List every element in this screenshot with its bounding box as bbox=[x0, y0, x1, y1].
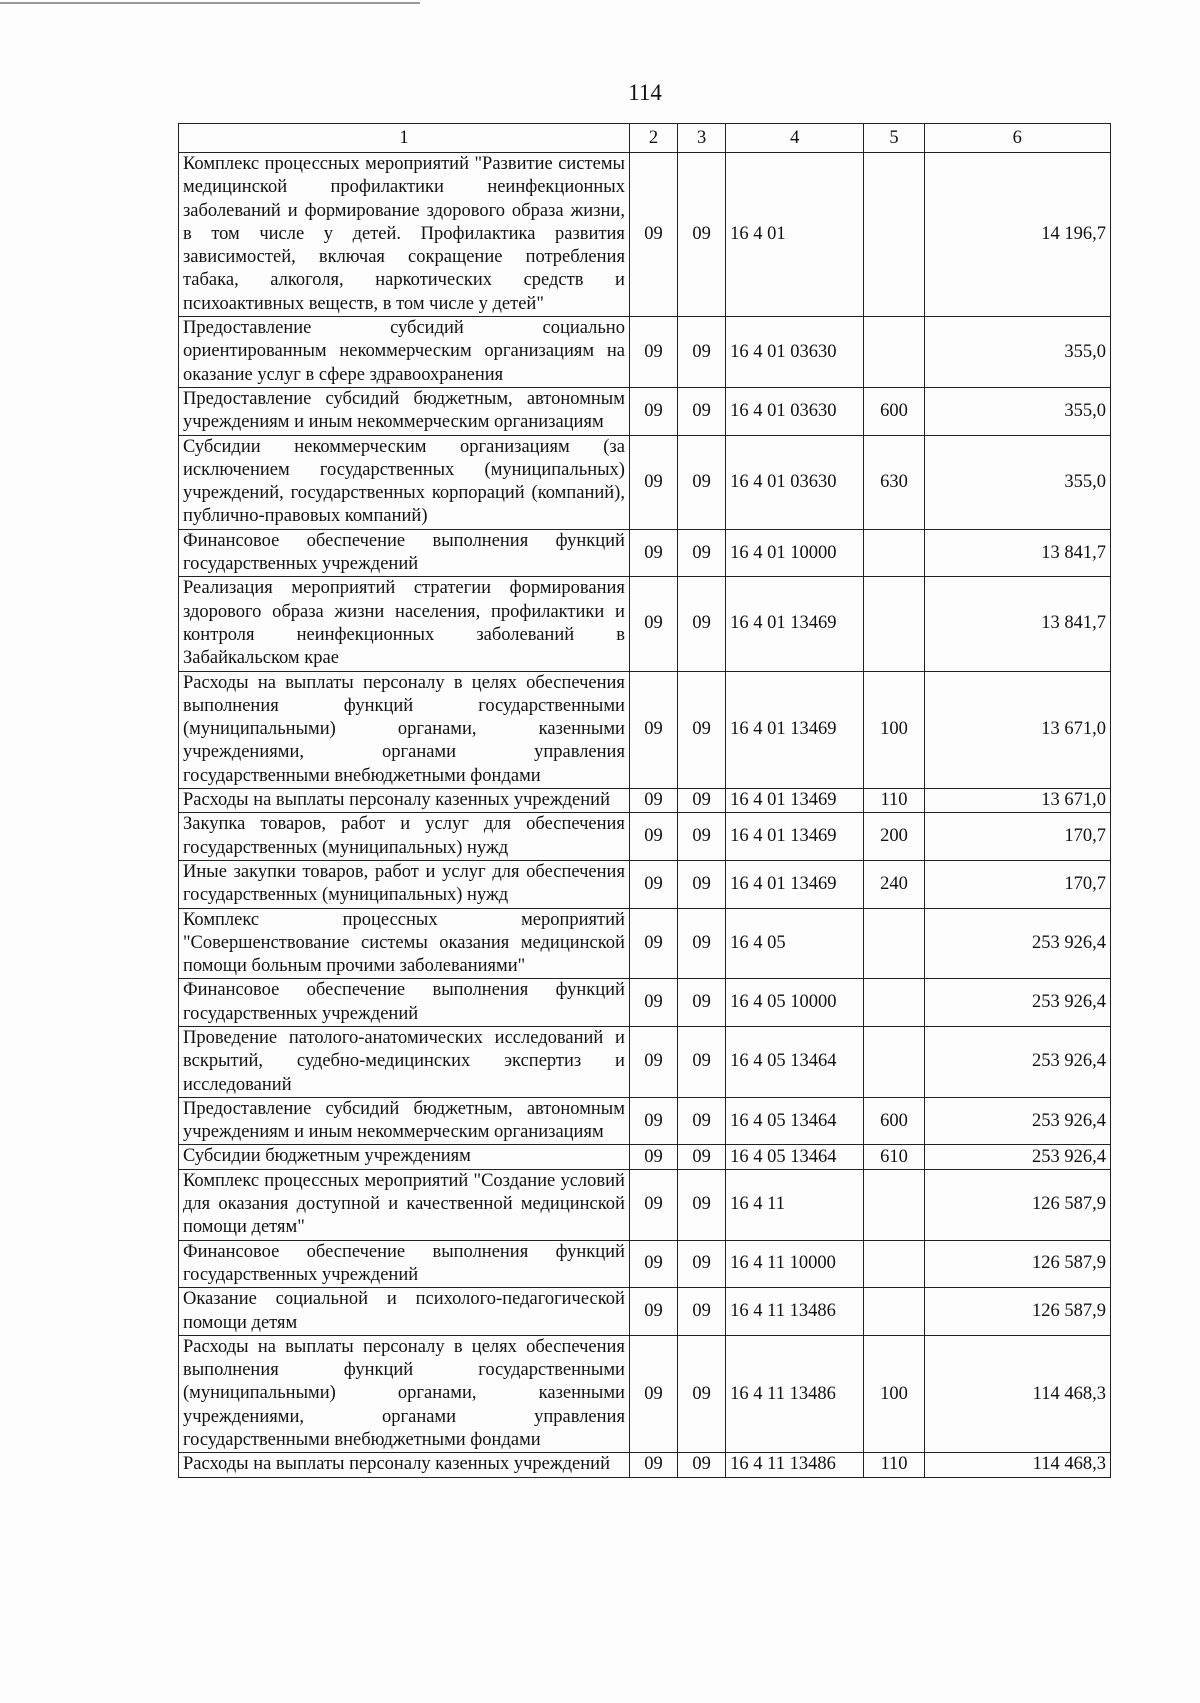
target-article-cell: 16 4 01 bbox=[726, 153, 864, 317]
table-row bbox=[179, 387, 1111, 435]
section-code-cell: 09 bbox=[629, 1240, 677, 1288]
section-code-cell: 09 bbox=[629, 979, 677, 1027]
section-code-cell: 09 bbox=[629, 671, 677, 788]
subsection-code-cell: 09 bbox=[678, 1453, 726, 1477]
amount-cell: 114 468,3 bbox=[924, 1453, 1110, 1477]
amount-cell: 170,7 bbox=[924, 813, 1110, 861]
table-row bbox=[179, 789, 1111, 813]
target-article-cell: 16 4 11 13486 bbox=[726, 1335, 864, 1452]
subsection-code-cell: 09 bbox=[678, 317, 726, 388]
subsection-code-cell: 09 bbox=[678, 860, 726, 908]
expense-type-cell bbox=[864, 529, 924, 577]
section-code-cell: 09 bbox=[629, 908, 677, 979]
section-code-cell: 09 bbox=[629, 529, 677, 577]
table-row bbox=[179, 529, 1111, 577]
expense-type-cell: 100 bbox=[864, 671, 924, 788]
table-row bbox=[179, 1026, 1111, 1097]
target-article-cell: 16 4 01 13469 bbox=[726, 577, 864, 671]
row-name-cell: Комплекс процессных мероприятий "Развитие системы медицинской профилактики неинфекционных заболеваний и формирование здорового образа жизни, в том числе у детей. Профилактика развития зависимостей, включая сокращение потребления табака, алкоголя, наркотических средств и психоактивных веществ, в том числе у детей" bbox=[179, 153, 630, 317]
expense-type-cell: 200 bbox=[864, 813, 924, 861]
section-code-cell: 09 bbox=[629, 1145, 677, 1169]
section-code-cell: 09 bbox=[629, 813, 677, 861]
table-row bbox=[179, 153, 1111, 317]
row-name-cell: Предоставление субсидий социально ориентированным некоммерческим организациям на оказание услуг в сфере здравоохранения bbox=[179, 317, 630, 388]
expense-type-cell: 100 bbox=[864, 1335, 924, 1452]
target-article-cell: 16 4 01 03630 bbox=[726, 317, 864, 388]
amount-cell: 253 926,4 bbox=[924, 1145, 1110, 1169]
table-row bbox=[179, 1288, 1111, 1336]
section-code-cell: 09 bbox=[629, 1169, 677, 1240]
expense-type-cell bbox=[864, 1240, 924, 1288]
table-body bbox=[179, 153, 1111, 1478]
expense-type-cell: 600 bbox=[864, 1097, 924, 1145]
table-row bbox=[179, 577, 1111, 671]
header-col-6: 6 bbox=[924, 124, 1110, 153]
subsection-code-cell: 09 bbox=[678, 671, 726, 788]
subsection-code-cell: 09 bbox=[678, 1169, 726, 1240]
section-code-cell: 09 bbox=[629, 1026, 677, 1097]
amount-cell: 355,0 bbox=[924, 387, 1110, 435]
section-code-cell: 09 bbox=[629, 789, 677, 813]
target-article-cell: 16 4 05 bbox=[726, 908, 864, 979]
section-code-cell: 09 bbox=[629, 1288, 677, 1336]
table-row bbox=[179, 1145, 1111, 1169]
subsection-code-cell: 09 bbox=[678, 529, 726, 577]
subsection-code-cell: 09 bbox=[678, 153, 726, 317]
expense-type-cell: 110 bbox=[864, 1453, 924, 1477]
table-row bbox=[179, 317, 1111, 388]
expense-type-cell bbox=[864, 577, 924, 671]
subsection-code-cell: 09 bbox=[678, 908, 726, 979]
target-article-cell: 16 4 11 10000 bbox=[726, 1240, 864, 1288]
target-article-cell: 16 4 05 13464 bbox=[726, 1097, 864, 1145]
subsection-code-cell: 09 bbox=[678, 813, 726, 861]
target-article-cell: 16 4 05 13464 bbox=[726, 1026, 864, 1097]
row-name-cell: Комплекс процессных мероприятий "Совершенствование системы оказания медицинской помощи больным прочими заболеваниями" bbox=[179, 908, 630, 979]
expense-type-cell bbox=[864, 1288, 924, 1336]
target-article-cell: 16 4 01 03630 bbox=[726, 387, 864, 435]
target-article-cell: 16 4 11 bbox=[726, 1169, 864, 1240]
row-name-cell: Проведение патолого-анатомических исследований и вскрытий, судебно-медицинских экспертиз и исследований bbox=[179, 1026, 630, 1097]
amount-cell: 114 468,3 bbox=[924, 1335, 1110, 1452]
section-code-cell: 09 bbox=[629, 860, 677, 908]
expense-type-cell: 240 bbox=[864, 860, 924, 908]
subsection-code-cell: 09 bbox=[678, 789, 726, 813]
row-name-cell: Финансовое обеспечение выполнения функций государственных учреждений bbox=[179, 529, 630, 577]
section-code-cell: 09 bbox=[629, 577, 677, 671]
subsection-code-cell: 09 bbox=[678, 387, 726, 435]
section-code-cell: 09 bbox=[629, 435, 677, 529]
table-row bbox=[179, 435, 1111, 529]
header-col-5: 5 bbox=[864, 124, 924, 153]
subsection-code-cell: 09 bbox=[678, 1288, 726, 1336]
target-article-cell: 16 4 01 13469 bbox=[726, 789, 864, 813]
subsection-code-cell: 09 bbox=[678, 1097, 726, 1145]
subsection-code-cell: 09 bbox=[678, 1026, 726, 1097]
expense-type-cell: 630 bbox=[864, 435, 924, 529]
row-name-cell: Иные закупки товаров, работ и услуг для обеспечения государственных (муниципальных) нужд bbox=[179, 860, 630, 908]
amount-cell: 253 926,4 bbox=[924, 908, 1110, 979]
section-code-cell: 09 bbox=[629, 317, 677, 388]
section-code-cell: 09 bbox=[629, 153, 677, 317]
subsection-code-cell: 09 bbox=[678, 435, 726, 529]
section-code-cell: 09 bbox=[629, 387, 677, 435]
subsection-code-cell: 09 bbox=[678, 1145, 726, 1169]
amount-cell: 13 841,7 bbox=[924, 529, 1110, 577]
subsection-code-cell: 09 bbox=[678, 1335, 726, 1452]
row-name-cell: Субсидии некоммерческим организациям (за исключением государственных (муниципальных) учреждений, государственных корпораций (компаний), публично-правовых компаний) bbox=[179, 435, 630, 529]
table-row bbox=[179, 1097, 1111, 1145]
amount-cell: 13 671,0 bbox=[924, 671, 1110, 788]
table-header bbox=[179, 124, 1111, 153]
amount-cell: 253 926,4 bbox=[924, 979, 1110, 1027]
table-row bbox=[179, 1240, 1111, 1288]
table-row bbox=[179, 908, 1111, 979]
amount-cell: 253 926,4 bbox=[924, 1026, 1110, 1097]
table-row bbox=[179, 1335, 1111, 1452]
row-name-cell: Комплекс процессных мероприятий "Создание условий для оказания доступной и качественной медицинской помощи детям" bbox=[179, 1169, 630, 1240]
target-article-cell: 16 4 01 13469 bbox=[726, 671, 864, 788]
budget-table bbox=[178, 123, 1111, 1478]
row-name-cell: Финансовое обеспечение выполнения функций государственных учреждений bbox=[179, 979, 630, 1027]
table-row bbox=[179, 860, 1111, 908]
row-name-cell: Финансовое обеспечение выполнения функций государственных учреждений bbox=[179, 1240, 630, 1288]
section-code-cell: 09 bbox=[629, 1097, 677, 1145]
section-code-cell: 09 bbox=[629, 1453, 677, 1477]
expense-type-cell: 600 bbox=[864, 387, 924, 435]
amount-cell: 14 196,7 bbox=[924, 153, 1110, 317]
page-number: 114 bbox=[628, 80, 662, 105]
subsection-code-cell: 09 bbox=[678, 979, 726, 1027]
header-col-4: 4 bbox=[726, 124, 864, 153]
amount-cell: 253 926,4 bbox=[924, 1097, 1110, 1145]
header-col-3: 3 bbox=[678, 124, 726, 153]
amount-cell: 170,7 bbox=[924, 860, 1110, 908]
target-article-cell: 16 4 11 13486 bbox=[726, 1288, 864, 1336]
row-name-cell: Предоставление субсидий бюджетным, автономным учреждениям и иным некоммерческим организациям bbox=[179, 1097, 630, 1145]
table-row bbox=[179, 979, 1111, 1027]
expense-type-cell bbox=[864, 153, 924, 317]
target-article-cell: 16 4 05 13464 bbox=[726, 1145, 864, 1169]
expense-type-cell bbox=[864, 1026, 924, 1097]
row-name-cell: Расходы на выплаты персоналу казенных учреждений bbox=[179, 789, 630, 813]
amount-cell: 13 671,0 bbox=[924, 789, 1110, 813]
target-article-cell: 16 4 01 13469 bbox=[726, 813, 864, 861]
target-article-cell: 16 4 01 10000 bbox=[726, 529, 864, 577]
header-row bbox=[179, 124, 1111, 153]
expense-type-cell bbox=[864, 979, 924, 1027]
table-row bbox=[179, 813, 1111, 861]
subsection-code-cell: 09 bbox=[678, 577, 726, 671]
section-code-cell: 09 bbox=[629, 1335, 677, 1452]
expense-type-cell bbox=[864, 908, 924, 979]
amount-cell: 126 587,9 bbox=[924, 1169, 1110, 1240]
row-name-cell: Субсидии бюджетным учреждениям bbox=[179, 1145, 630, 1169]
expense-type-cell: 610 bbox=[864, 1145, 924, 1169]
target-article-cell: 16 4 01 03630 bbox=[726, 435, 864, 529]
target-article-cell: 16 4 05 10000 bbox=[726, 979, 864, 1027]
amount-cell: 126 587,9 bbox=[924, 1240, 1110, 1288]
row-name-cell: Расходы на выплаты персоналу в целях обеспечения выполнения функций государственными (муниципальными) органами, казенными учреждениями, органами управления государственными внебюджетными фондами bbox=[179, 671, 630, 788]
expense-type-cell bbox=[864, 317, 924, 388]
amount-cell: 355,0 bbox=[924, 435, 1110, 529]
row-name-cell: Реализация мероприятий стратегии формирования здорового образа жизни населения, профилактики и контроля неинфекционных заболеваний в Забайкальском крае bbox=[179, 577, 630, 671]
row-name-cell: Оказание социальной и психолого-педагогической помощи детям bbox=[179, 1288, 630, 1336]
amount-cell: 13 841,7 bbox=[924, 577, 1110, 671]
subsection-code-cell: 09 bbox=[678, 1240, 726, 1288]
expense-type-cell bbox=[864, 1169, 924, 1240]
table-row bbox=[179, 671, 1111, 788]
row-name-cell: Расходы на выплаты персоналу в целях обеспечения выполнения функций государственными (муниципальными) органами, казенными учреждениями, органами управления государственными внебюджетными фондами bbox=[179, 1335, 630, 1452]
header-col-1: 1 bbox=[179, 124, 630, 153]
expense-type-cell: 110 bbox=[864, 789, 924, 813]
amount-cell: 355,0 bbox=[924, 317, 1110, 388]
table-row bbox=[179, 1169, 1111, 1240]
scan-edge-line bbox=[0, 2, 420, 4]
target-article-cell: 16 4 11 13486 bbox=[726, 1453, 864, 1477]
row-name-cell: Расходы на выплаты персоналу казенных учреждений bbox=[179, 1453, 630, 1477]
row-name-cell: Закупка товаров, работ и услуг для обеспечения государственных (муниципальных) нужд bbox=[179, 813, 630, 861]
row-name-cell: Предоставление субсидий бюджетным, автономным учреждениям и иным некоммерческим организациям bbox=[179, 387, 630, 435]
target-article-cell: 16 4 01 13469 bbox=[726, 860, 864, 908]
table-row bbox=[179, 1453, 1111, 1477]
amount-cell: 126 587,9 bbox=[924, 1288, 1110, 1336]
header-col-2: 2 bbox=[629, 124, 677, 153]
